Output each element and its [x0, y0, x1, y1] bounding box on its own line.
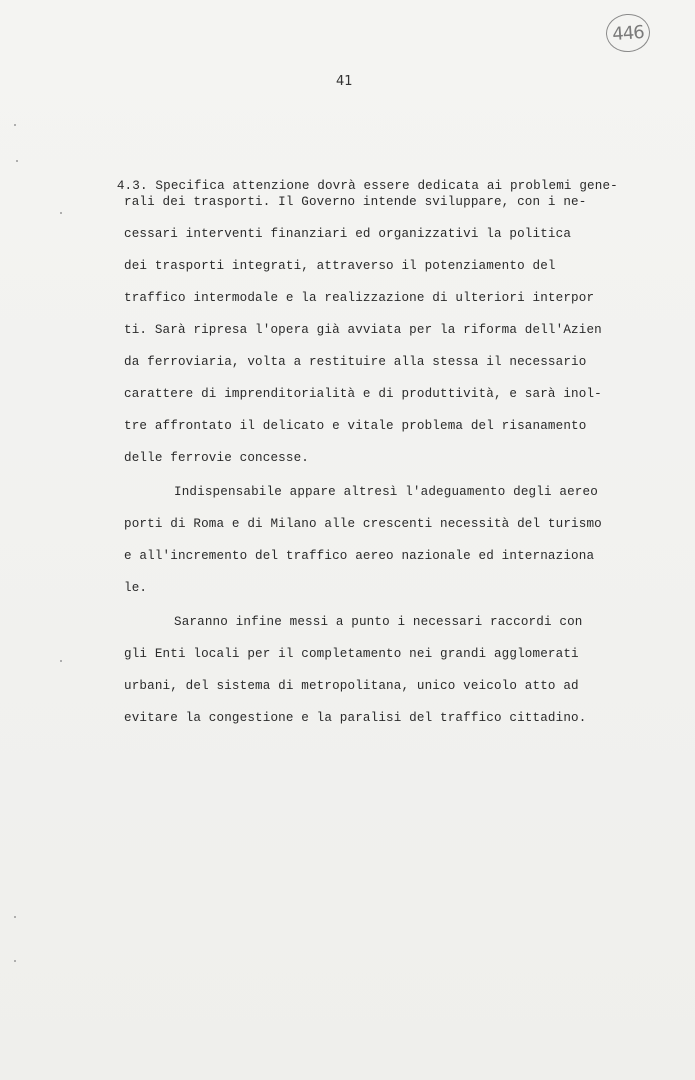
- text-line: le.: [124, 581, 148, 595]
- text-line: carattere di imprenditorialità e di produttività, e sarà inol-: [124, 387, 602, 401]
- text-line: traffico intermodale e la realizzazione di ulteriori interpor: [124, 291, 595, 305]
- text-line: delle ferrovie concesse.: [124, 451, 309, 465]
- text-line: cessari interventi finanziari ed organizzativi la politica: [124, 227, 572, 241]
- scan-speck: [16, 160, 18, 162]
- scan-speck: [14, 960, 16, 962]
- scan-speck: [60, 212, 62, 214]
- text-line: evitare la congestione e la paralisi del traffico cittadino.: [124, 711, 587, 725]
- scan-speck: [14, 916, 16, 918]
- scan-speck: [60, 660, 62, 662]
- text-line: Specifica attenzione dovrà essere dedicata ai problemi gene-: [155, 179, 618, 193]
- text-line: gli Enti locali per il completamento nei grandi agglomerati: [124, 647, 579, 661]
- text-line: ti. Sarà ripresa l'opera già avviata per la riforma dell'Azien: [124, 323, 602, 337]
- text-line: e all'incremento del traffico aereo nazionale ed internaziona: [124, 549, 595, 563]
- text-line: Saranno infine messi a punto i necessari raccordi con: [174, 615, 583, 629]
- text-line: da ferroviaria, volta a restituire alla stessa il necessario: [124, 355, 587, 369]
- archive-stamp: 446: [605, 13, 652, 54]
- text-line: porti di Roma e di Milano alle crescenti necessità del turismo: [124, 517, 602, 531]
- text-line: rali dei trasporti. Il Governo intende sviluppare, con i ne-: [124, 195, 587, 209]
- text-line: urbani, del sistema di metropolitana, unico veicolo atto ad: [124, 679, 579, 693]
- section-number-label: 4.3.: [116, 179, 148, 193]
- page-number: 41: [336, 74, 353, 89]
- text-line: dei trasporti integrati, attraverso il potenziamento del: [124, 259, 556, 273]
- text-line: tre affrontato il delicato e vitale problema del risanamento: [124, 419, 587, 433]
- scan-speck: [14, 124, 16, 126]
- text-line: Indispensabile appare altresì l'adeguamento degli aereo: [174, 485, 598, 499]
